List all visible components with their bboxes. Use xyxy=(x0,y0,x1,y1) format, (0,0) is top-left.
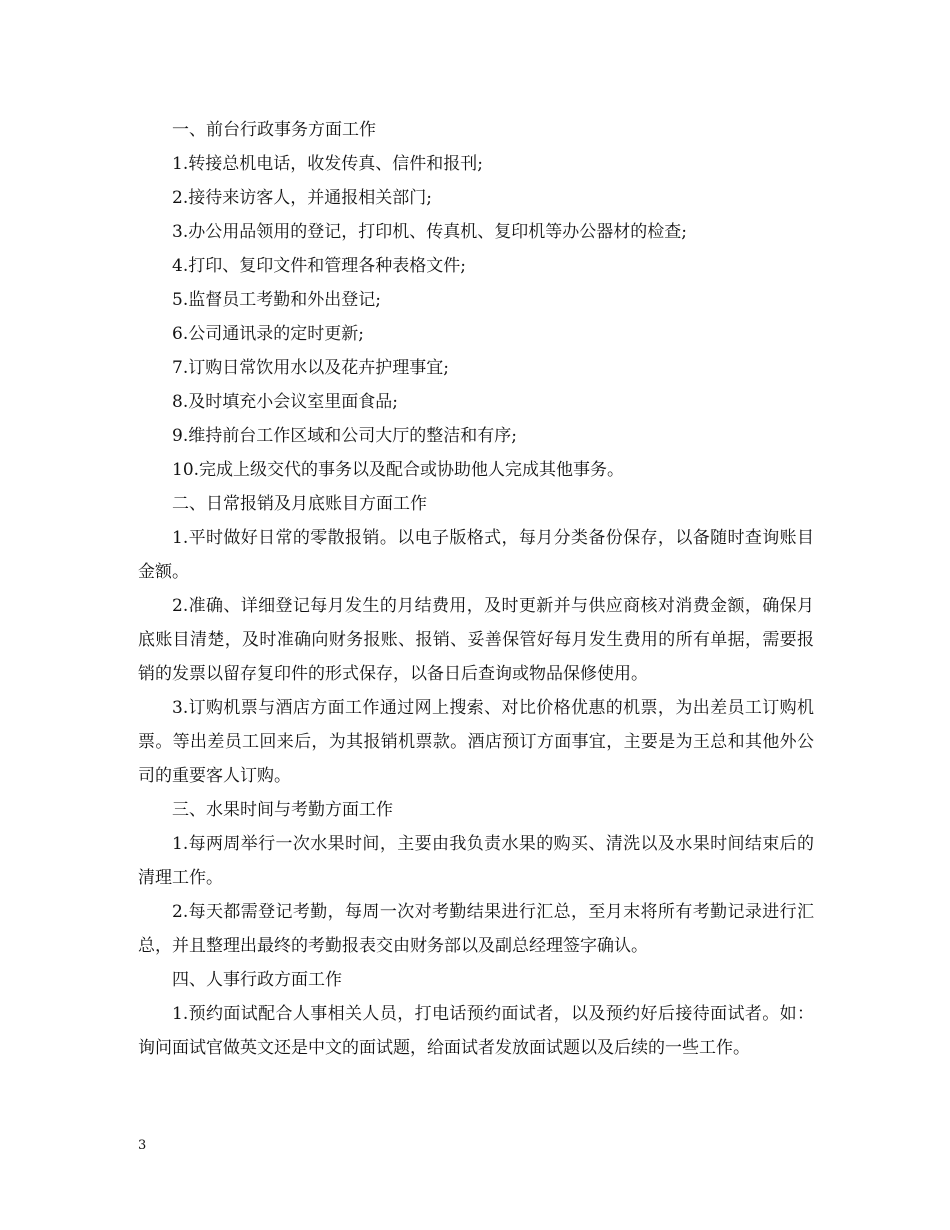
section-heading-front-desk: 一、前台行政事务方面工作 xyxy=(172,120,376,140)
section-heading-reimbursement: 二、日常报销及月底账目方面工作 xyxy=(172,494,427,514)
page-number: 3 xyxy=(138,1138,147,1153)
list-item: 2.接待来访客人，并通报相关部门; xyxy=(172,188,432,208)
list-item: 4.打印、复印文件和管理各种表格文件; xyxy=(172,256,466,276)
list-item: 8.及时填充小会议室里面食品; xyxy=(172,392,398,412)
list-item: 6.公司通讯录的定时更新; xyxy=(172,324,364,344)
list-item: 1.转接总机电话，收发传真、信件和报刊; xyxy=(172,154,483,174)
list-item: 5.监督员工考勤和外出登记; xyxy=(172,290,381,310)
section-heading-fruit-attendance: 三、水果时间与考勤方面工作 xyxy=(172,800,393,820)
list-item: 9.维持前台工作区域和公司大厅的整洁和有序; xyxy=(172,426,517,446)
document-body xyxy=(138,113,814,1065)
body-paragraph: 1.每两周举行一次水果时间，主要由我负责水果的购买、清洗以及水果时间结束后的清理工作。 xyxy=(138,834,814,888)
list-item: 7.订购日常饮用水以及花卉护理事宜; xyxy=(172,358,449,378)
body-paragraph: 2.准确、详细登记每月发生的月结费用，及时更新并与供应商核对消费金额，确保月底账目清楚，及时准确向财务报账、报销、妥善保管好每月发生费用的所有单据，需要报销的发票以留存复印件的形式保存，以备日后查询或物品保修使用。 xyxy=(138,596,814,684)
list-item: 3.办公用品领用的登记，打印机、传真机、复印机等办公器材的检查; xyxy=(172,222,687,242)
body-paragraph: 3.订购机票与酒店方面工作通过网上搜索、对比价格优惠的机票，为出差员工订购机票。等出差员工回来后，为其报销机票款。酒店预订方面事宜，主要是为王总和其他外公司的重要客人订购。 xyxy=(138,698,814,786)
list-item: 10.完成上级交代的事务以及配合或协助他人完成其他事务。 xyxy=(172,460,625,480)
body-paragraph: 1.平时做好日常的零散报销。以电子版格式，每月分类备份保存，以备随时查询账目金额。 xyxy=(138,528,814,582)
section-heading-hr-admin: 四、人事行政方面工作 xyxy=(172,970,342,990)
body-paragraph: 1.预约面试配合人事相关人员，打电话预约面试者，以及预约好后接待面试者。如：询问面试官做英文还是中文的面试题，给面试者发放面试题以及后续的一些工作。 xyxy=(138,1004,814,1058)
body-paragraph: 2.每天都需登记考勤，每周一次对考勤结果进行汇总，至月末将所有考勤记录进行汇总，并且整理出最终的考勤报表交由财务部以及副总经理签字确认。 xyxy=(138,902,814,956)
